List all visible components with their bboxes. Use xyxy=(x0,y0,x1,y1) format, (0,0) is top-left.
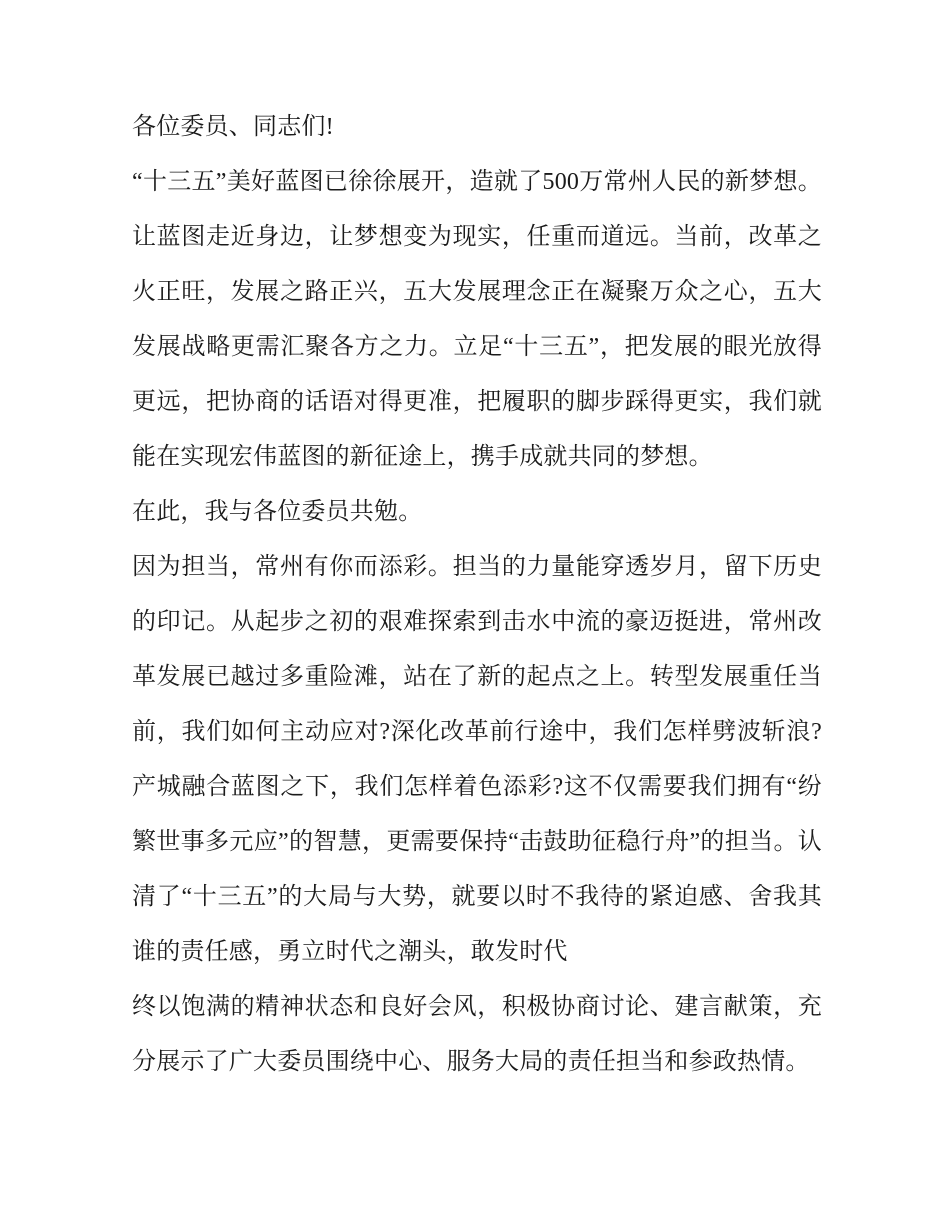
document-body xyxy=(132,100,822,1090)
paragraph-4: 因为担当，常州有你而添彩。担当的力量能穿透岁月，留下历史的印记。从起步之初的艰难探索到击水中流的豪迈挺进，常州改革发展已越过多重险滩，站在了新的起点之上。转型发展重任当前，我们如何主动应对?深化改革前行途中，我们怎样劈波斩浪?产城融合蓝图之下，我们怎样着色添彩?这不仅需要我们拥有“纷繁世事多元应”的智慧，更需要保持“击鼓助征稳行舟”的担当。认清了“十三五”的大局与大势，就要以时不我待的紧迫感、舍我其谁的责任感，勇立时代之潮头，敢发时代 xyxy=(132,554,822,965)
paragraph-1: 各位委员、同志们! xyxy=(132,114,334,140)
paragraph-3: 在此，我与各位委员共勉。 xyxy=(132,499,423,525)
paragraph-5: 终以饱满的精神状态和良好会风，积极协商讨论、建言献策，充分展示了广大委员围绕中心、服务大局的责任担当和参政热情。 xyxy=(132,994,822,1075)
paragraph-2: “十三五”美好蓝图已徐徐展开，造就了500万常州人民的新梦想。让蓝图走近身边，让梦想变为现实，任重而道远。当前，改革之火正旺，发展之路正兴，五大发展理念正在凝聚万众之心，五大发展战略更需汇聚各方之力。立足“十三五”，把发展的眼光放得更远，把协商的话语对得更准，把履职的脚步踩得更实，我们就能在实现宏伟蓝图的新征途上，携手成就共同的梦想。 xyxy=(132,169,822,470)
